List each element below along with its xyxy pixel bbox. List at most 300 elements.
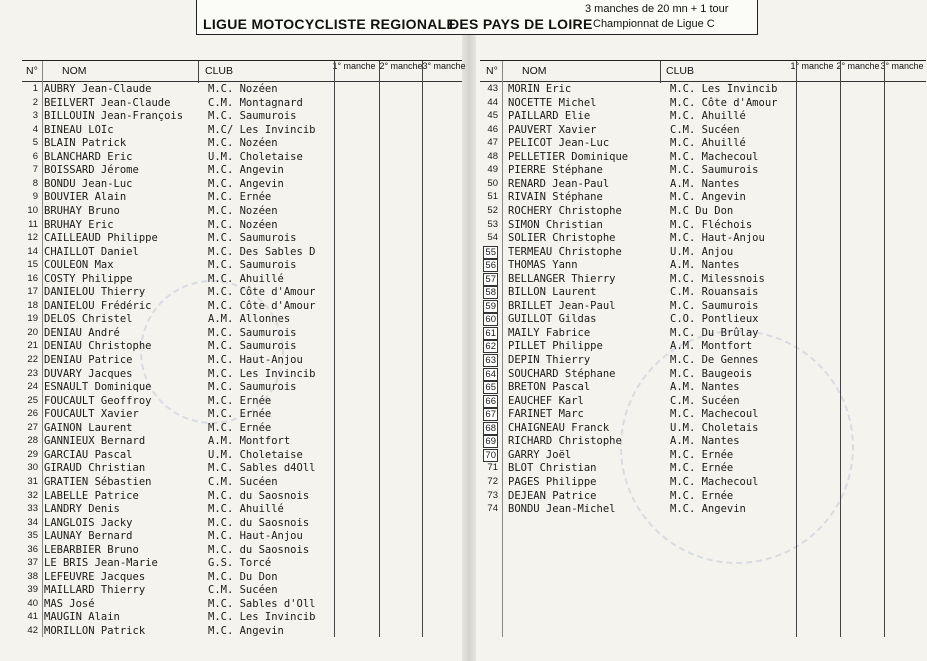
table-row <box>480 178 926 191</box>
rider-club: A.M. Nantes <box>670 177 740 190</box>
rider-club: M.C. Ernée <box>208 191 272 204</box>
table-row <box>480 449 926 462</box>
rider-number <box>482 124 498 135</box>
table-row <box>480 340 926 353</box>
rider-club: M.C. Baugeois <box>670 367 753 380</box>
table-row <box>22 164 462 177</box>
rider-name: MAUGIN Alain <box>44 611 120 624</box>
rider-number-text: 33 <box>27 503 38 515</box>
rider-number-text: 38 <box>27 570 38 582</box>
rider-name: BILLOUIN Jean-François <box>44 110 184 123</box>
rider-club: M.C. Côte d'Amour <box>670 96 778 109</box>
rider-club: M.C. Nozéen <box>208 218 278 231</box>
rider-club: A.M. Nantes <box>670 259 740 272</box>
table-row <box>480 368 926 381</box>
rider-number-text: 8 <box>32 177 38 189</box>
rider-number <box>22 422 38 433</box>
rider-name: DENIAU Christophe <box>44 340 152 353</box>
rider-club: C.M. Montagnard <box>208 96 303 109</box>
table-row <box>480 246 926 259</box>
rider-number-text: 43 <box>487 83 498 94</box>
rider-name: SIMON Christian <box>508 218 603 231</box>
table-row <box>480 300 926 313</box>
table-row <box>22 151 462 164</box>
rider-club: M.C. Nozéen <box>208 204 278 217</box>
rider-club: M.C. Ernée <box>208 408 272 421</box>
rider-number-text: 71 <box>487 462 498 474</box>
rider-name: AUBRY Jean-Claude <box>44 83 152 95</box>
rider-club: M.C. Du Don <box>208 570 278 583</box>
table-row <box>22 368 462 381</box>
rider-name: LEBARBIER Bruno <box>44 543 139 556</box>
rider-number-text: 32 <box>27 489 38 501</box>
rider-club: M.C. Machecoul <box>670 408 759 421</box>
rider-number-text: 70 <box>485 449 496 461</box>
rider-number <box>22 530 38 541</box>
rider-club: M.C. Angevin <box>670 503 746 516</box>
rider-number-text: 30 <box>27 462 38 474</box>
rider-name: BRILLET Jean-Paul <box>508 299 616 312</box>
table-row <box>22 625 462 638</box>
rider-name: BONDU Jean-Michel <box>508 503 616 516</box>
rider-number-text: 66 <box>485 395 496 407</box>
header-rule <box>22 81 462 82</box>
rider-name: PILLET Philippe <box>508 340 603 353</box>
table-row <box>22 435 462 448</box>
rider-name: MORILLON Patrick <box>44 625 146 637</box>
rider-club: M.C. Saumurois <box>208 259 297 272</box>
rider-club: M.C. Ernée <box>670 462 734 475</box>
rider-club: M.C. De Gennes <box>670 354 759 366</box>
rider-club: M.C. Ahuillé <box>670 137 746 150</box>
table-row <box>480 327 926 340</box>
table-row <box>22 571 462 584</box>
table-row <box>22 97 462 110</box>
rider-club: M.C. Angevin <box>208 164 284 177</box>
rider-number <box>22 178 38 189</box>
rider-club: M.C. Saumurois <box>208 110 297 123</box>
rider-number-text: 51 <box>487 191 498 203</box>
rider-name: BRUHAY Eric <box>44 218 114 231</box>
rider-name: PIERRE Stéphane <box>508 164 603 177</box>
rider-number-text: 41 <box>27 611 38 623</box>
rider-number <box>22 259 38 270</box>
rider-number-text: 2 <box>32 96 38 108</box>
title-league: LIGUE MOTOCYCLISTE REGIONALE <box>203 16 457 32</box>
rider-club: M.C/ Les Invincib <box>208 123 316 136</box>
rider-club: M.C. Saumurois <box>208 232 297 245</box>
table-row <box>480 354 926 367</box>
table-row <box>480 313 926 326</box>
table-row <box>480 97 926 110</box>
rider-number <box>22 327 38 338</box>
rider-name: BILLON Laurent <box>508 286 597 299</box>
rider-number-text: 46 <box>487 123 498 135</box>
rider-number-text: 45 <box>487 110 498 122</box>
rider-number-text: 65 <box>485 382 496 394</box>
rider-number-text: 11 <box>28 218 38 230</box>
rider-name: ESNAULT Dominique <box>44 381 152 394</box>
header-rule <box>480 81 926 82</box>
rider-name: BINEAU LOÏc <box>44 123 114 136</box>
rider-number-text: 56 <box>485 260 496 272</box>
rider-number <box>22 313 38 324</box>
table-row <box>480 232 926 245</box>
rider-number-text: 59 <box>485 300 496 312</box>
rider-name: GARCIAU Pascal <box>44 448 133 461</box>
rider-number-text: 9 <box>32 191 38 203</box>
table-row <box>480 503 926 516</box>
rider-club: M.C. Sables d4Oll <box>208 462 316 475</box>
rider-name: PELICOT Jean-Luc <box>508 137 610 150</box>
rider-name: CHAIGNEAU Franck <box>508 421 610 434</box>
table-row <box>480 462 926 475</box>
rider-name: SOUCHARD Stéphane <box>508 367 616 380</box>
table-row <box>480 219 926 232</box>
rider-club: M.C. Saumurois <box>670 164 759 177</box>
rider-number-text: 53 <box>487 218 498 230</box>
rider-number <box>22 219 38 230</box>
rider-club: M.C. Machecoul <box>670 150 759 163</box>
rider-number <box>482 97 498 108</box>
rider-number-text: 58 <box>485 287 496 299</box>
table-row <box>22 137 462 150</box>
rider-name: LE BRIS Jean-Marie <box>44 557 158 570</box>
rider-number <box>22 544 38 555</box>
rider-name: DANIELOU Frédéric <box>44 299 152 312</box>
col-club: CLUB <box>205 65 234 77</box>
rider-club: U.M. Choletais <box>670 421 759 434</box>
rider-number-text: 40 <box>27 597 38 609</box>
rider-club: M.C. Saumurois <box>208 340 297 353</box>
col-manche-2: 2° manche <box>836 61 880 71</box>
rider-club: M.C. Ernée <box>670 448 734 461</box>
rider-club: M.C. Côte d'Amour <box>208 286 316 299</box>
rider-name: TERMEAU Christophe <box>508 245 622 258</box>
rider-club: M.C. Angevin <box>208 625 284 637</box>
rider-number <box>22 503 38 514</box>
table-row <box>22 517 462 530</box>
riders-table-left <box>22 60 466 637</box>
rider-number-text: 27 <box>27 421 38 433</box>
rider-name: LANDRY Denis <box>44 503 120 516</box>
rider-number-text: 52 <box>487 204 498 216</box>
table-header <box>22 61 466 81</box>
rider-number <box>482 205 498 216</box>
rider-club: M.C. Des Sables D <box>208 245 316 258</box>
rider-number <box>22 164 38 175</box>
rider-name: BOISSARD Jérome <box>44 164 139 177</box>
title-region: DES PAYS DE LOIRE <box>449 16 593 32</box>
col-manche-2: 2° manche <box>379 61 423 71</box>
rider-name: BLOT Christian <box>508 462 597 475</box>
rider-number <box>482 110 498 121</box>
rider-number <box>22 124 38 135</box>
rider-name: GIRAUD Christian <box>44 462 146 475</box>
table-row <box>22 205 462 218</box>
rider-number-text: 54 <box>487 232 498 244</box>
rider-number-text: 67 <box>485 409 496 421</box>
table-row <box>22 422 462 435</box>
rider-number <box>22 449 38 460</box>
table-row <box>22 476 462 489</box>
rider-club: M.C Du Don <box>670 204 734 217</box>
col-club: CLUB <box>666 65 695 77</box>
rider-club: M.C. Milessnois <box>670 272 765 285</box>
rider-number <box>22 151 38 162</box>
rider-name: GANNIEUX Bernard <box>44 435 146 448</box>
table-row <box>480 476 926 489</box>
rider-name: BEILVERT Jean-Claude <box>44 96 171 109</box>
rider-number-text: 35 <box>27 530 38 542</box>
table-row <box>480 83 926 96</box>
col-manche-3: 3° manche <box>880 61 924 71</box>
rider-number-text: 29 <box>27 448 38 460</box>
column-divider <box>660 61 661 83</box>
rider-club: M.C. Côte d'Amour <box>208 299 316 312</box>
rider-club: M.C. Du Brûlay <box>670 326 759 339</box>
table-row <box>22 340 462 353</box>
rider-number-text: 42 <box>27 625 38 636</box>
table-row <box>22 611 462 624</box>
table-row <box>22 544 462 557</box>
table-row <box>22 557 462 570</box>
rider-number-text: 24 <box>27 381 38 393</box>
col-num: N° <box>26 65 38 77</box>
rider-club: M.C. Nozéen <box>208 83 278 95</box>
table-row <box>480 408 926 421</box>
table-row <box>22 273 462 286</box>
rider-number-text: 31 <box>27 475 38 487</box>
rider-number <box>482 178 498 189</box>
rider-club: M.C. Saumurois <box>208 381 297 394</box>
rider-number-text: 74 <box>487 503 498 515</box>
table-row <box>22 381 462 394</box>
rider-number-text: 60 <box>485 314 496 326</box>
rider-name: COSTY Philippe <box>44 272 133 285</box>
rider-number <box>22 137 38 148</box>
table-row <box>22 110 462 123</box>
table-row <box>22 327 462 340</box>
rider-club: M.C. Ernée <box>208 394 272 407</box>
rider-number-text: 4 <box>32 123 38 135</box>
rider-club: U.M. Anjou <box>670 245 734 258</box>
rider-number-text: 26 <box>27 408 38 420</box>
rider-number-text: 44 <box>487 96 498 108</box>
rider-name: ROCHERY Christophe <box>508 204 622 217</box>
col-num: N° <box>486 65 498 77</box>
rider-number <box>482 83 498 94</box>
table-row <box>480 191 926 204</box>
championship-label: Championnat de Ligue C <box>593 18 715 30</box>
rider-name: DUVARY Jacques <box>44 367 133 380</box>
table-row <box>22 503 462 516</box>
rider-number <box>22 584 38 595</box>
rider-name: LEFEUVRE Jacques <box>44 570 146 583</box>
rider-club: C.M. Sucéen <box>670 123 740 136</box>
table-row <box>22 584 462 597</box>
rider-number <box>22 611 38 622</box>
rider-number <box>482 151 498 162</box>
rider-name: LABELLE Patrice <box>44 489 139 502</box>
rider-number <box>482 164 498 175</box>
rider-name: FARINET Marc <box>508 408 584 421</box>
rider-number-text: 68 <box>485 422 496 434</box>
rider-name: DENIAU André <box>44 326 120 339</box>
table-row <box>480 422 926 435</box>
rider-number <box>22 286 38 297</box>
table-row <box>22 191 462 204</box>
rider-number <box>22 110 38 121</box>
rider-number <box>22 83 38 94</box>
rider-name: PELLETIER Dominique <box>508 150 629 163</box>
rider-number <box>482 462 498 473</box>
rider-number <box>482 191 498 202</box>
table-row <box>22 313 462 326</box>
col-name: NOM <box>522 65 547 77</box>
rider-number <box>22 191 38 202</box>
rider-number-text: 6 <box>32 150 38 162</box>
rider-club: C.M. Sucéen <box>670 394 740 407</box>
rider-name: BRETON Pascal <box>508 381 591 394</box>
rider-name: PAUVERT Xavier <box>508 123 597 136</box>
rider-number-text: 16 <box>27 272 38 284</box>
rider-club: M.C. Les Invincib <box>208 611 316 624</box>
rider-number-text: 49 <box>487 164 498 176</box>
rider-club: M.C. Haut-Anjou <box>208 354 303 366</box>
rider-name: GRATIEN Sébastien <box>44 475 152 488</box>
rider-name: FOUCAULT Geoffroy <box>44 394 152 407</box>
table-row <box>480 259 926 272</box>
rider-number <box>22 340 38 351</box>
rider-name: MAS José <box>44 597 95 610</box>
rider-name: PAILLARD Elie <box>508 110 591 123</box>
rider-number-text: 55 <box>485 246 496 258</box>
rider-club: M.C. Haut-Anjou <box>670 232 765 245</box>
rider-number <box>22 490 38 501</box>
rider-number <box>482 490 498 501</box>
rider-number-text: 20 <box>27 326 38 338</box>
rider-name: CAILLEAUD Philippe <box>44 232 158 245</box>
rider-club: A.M. Nantes <box>670 381 740 394</box>
rider-club: C.M. Sucéen <box>208 475 278 488</box>
rider-club: M.C. Saumurois <box>208 326 297 339</box>
table-row <box>480 110 926 123</box>
table-row <box>480 137 926 150</box>
rider-number <box>22 462 38 473</box>
rider-name: FOUCAULT Xavier <box>44 408 139 421</box>
rider-name: BELLANGER Thierry <box>508 272 616 285</box>
rider-number-text: 37 <box>27 557 38 569</box>
rider-name: RICHARD Christophe <box>508 435 622 448</box>
rider-name: CHAILLOT Daniel <box>44 245 139 258</box>
rider-number <box>22 354 38 365</box>
rider-number <box>22 300 38 311</box>
rider-number-text: 28 <box>27 435 38 447</box>
rider-name: GAINON Laurent <box>44 421 133 434</box>
table-row <box>480 490 926 503</box>
rider-number <box>22 598 38 609</box>
rider-club: C.M. Sucéen <box>208 584 278 597</box>
rider-club: M.C. Les Invincib <box>208 367 316 380</box>
rider-name: GUILLOT Gildas <box>508 313 597 326</box>
table-row <box>22 490 462 503</box>
table-row <box>22 462 462 475</box>
rider-number-text: 69 <box>485 436 496 448</box>
rider-club: U.M. Choletaise <box>208 448 303 461</box>
rider-name: RIVAIN Stéphane <box>508 191 603 204</box>
rider-number <box>22 395 38 406</box>
rider-name: BOUVIER Alain <box>44 191 127 204</box>
rider-number-text: 22 <box>27 354 38 365</box>
rider-number <box>22 205 38 216</box>
table-row <box>22 530 462 543</box>
rider-number-text: 23 <box>27 367 38 379</box>
rider-name: COULEON Max <box>44 259 114 272</box>
rider-number-text: 39 <box>27 584 38 596</box>
rider-number-text: 10 <box>27 204 38 216</box>
rider-number-text: 57 <box>485 273 496 285</box>
rider-number-text: 64 <box>485 368 496 380</box>
rider-name: RENARD Jean-Paul <box>508 177 610 190</box>
rider-name: LAUNAY Bernard <box>44 530 133 543</box>
rider-club: M.C. du Saosnois <box>208 516 310 529</box>
rider-number <box>22 435 38 446</box>
table-header <box>480 61 926 81</box>
rider-name: BRUHAY Bruno <box>44 204 120 217</box>
rider-number-text: 15 <box>27 259 38 271</box>
rider-number-text: 5 <box>32 137 38 149</box>
col-manche-1: 1° manche <box>790 61 834 71</box>
col-name: NOM <box>62 65 87 77</box>
rider-name: LANGLOIS Jacky <box>44 516 133 529</box>
rider-number <box>482 503 498 514</box>
rider-number-text: 12 <box>27 232 38 244</box>
rider-name: NOCETTE Michel <box>508 96 597 109</box>
rider-number-text: 7 <box>32 164 38 176</box>
rider-number-text: 73 <box>487 489 498 501</box>
rider-number-text: 47 <box>487 137 498 149</box>
rider-club: M.C. Ahuillé <box>208 503 284 516</box>
col-manche-3: 3° manche <box>422 61 466 71</box>
rider-number <box>22 232 38 243</box>
rider-club: A.M. Allonnes <box>208 313 291 326</box>
table-row <box>22 83 462 96</box>
rider-number <box>22 368 38 379</box>
rider-number <box>482 219 498 230</box>
table-row <box>480 273 926 286</box>
rider-club: A.M. Montfort <box>208 435 291 448</box>
rider-number-text: 14 <box>27 245 38 257</box>
table-row <box>22 408 462 421</box>
rider-club: M.C. Ahuillé <box>208 272 284 285</box>
rider-club: M.C. Angevin <box>208 177 284 190</box>
rider-name: PAGES Philippe <box>508 475 597 488</box>
rider-name: BLAIN Patrick <box>44 137 127 150</box>
table-row <box>480 205 926 218</box>
rider-number <box>22 273 38 284</box>
rider-number-text: 21 <box>27 340 38 352</box>
rider-number-text: 48 <box>487 150 498 162</box>
table-row <box>22 219 462 232</box>
table-row <box>480 124 926 137</box>
race-format: 3 manches de 20 mn + 1 tour <box>585 3 729 15</box>
rider-club: A.M. Nantes <box>670 435 740 448</box>
table-row <box>480 395 926 408</box>
rider-number <box>22 408 38 419</box>
rider-club: M.C. Saumurois <box>670 299 759 312</box>
rider-club: M.C. Les Invincib <box>670 83 778 95</box>
